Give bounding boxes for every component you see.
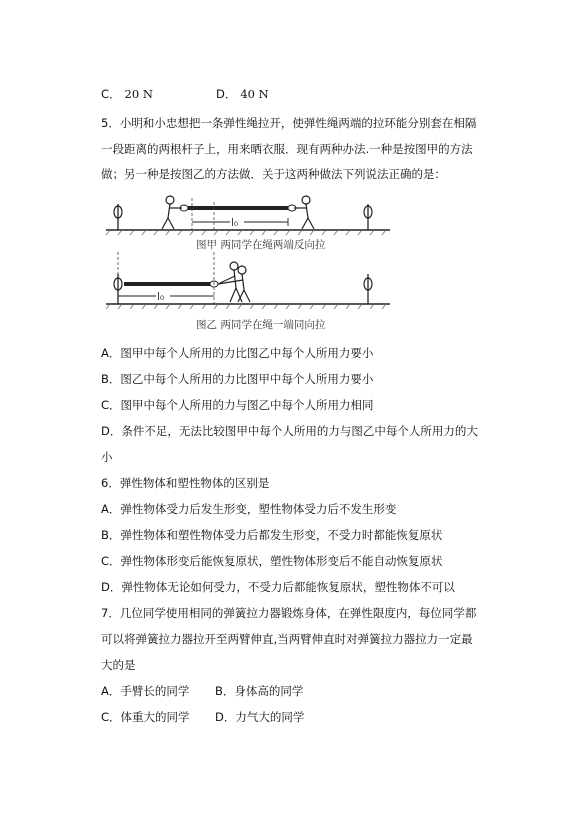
- prev-option-d: [216, 86, 269, 102]
- q7-option-b: B．身体高的同学: [215, 684, 304, 698]
- q5-option-a: A．图甲中每个人所用的力比图乙中每个人所用力要小: [101, 346, 374, 360]
- q7-option-c: C．体重大的同学: [101, 710, 190, 724]
- q6-option-b: B．弹性物体和塑性物体受力后都发生形变，不受力时都能恢复原状: [101, 528, 443, 542]
- q5-stem-line-2: 一段距离的两根杆子上，用来晒衣服．现有两种办法.一种是按图甲的方法: [101, 142, 473, 156]
- caption-bottom: 图乙 两同学在绳一端同向拉: [196, 319, 326, 331]
- q7-option-d: D．力气大的同学: [215, 710, 305, 724]
- q6-option-a: A．弹性物体受力后发生形变，塑性物体受力后不发生形变: [101, 502, 397, 516]
- persons-bottom: [218, 262, 250, 302]
- caption-top: 图甲 两同学在绳两端反向拉: [196, 239, 326, 251]
- rope-top: [188, 206, 288, 210]
- option-letter: C．: [101, 87, 121, 101]
- q5-option-c: C．图甲中每个人所用的力与图乙中每个人所用力相同: [101, 398, 374, 412]
- q5-option-d-cont: 小: [101, 450, 113, 464]
- rope-bottom: [124, 282, 210, 286]
- q6-stem: 6．弹性物体和塑性物体的区别是: [101, 476, 270, 490]
- q5-option-b: B．图乙中每个人所用的力比图甲中每个人所用力要小: [101, 372, 374, 386]
- q7-stem-line-2: 可以将弹簧拉力器拉开至两臂伸直,当两臂伸直时对弹簧拉力器拉力一定最: [101, 632, 473, 646]
- q7-stem-line-1: 7．几位同学使用相同的弹簧拉力器锻炼身体，在弹性限度内，每位同学都: [101, 606, 477, 620]
- q5-option-d: D．条件不足，无法比较图甲中每个人所用的力与图乙中每个人所用力的大: [101, 424, 478, 438]
- length-label-top: l₀: [231, 217, 239, 229]
- q6-option-c: C．弹性物体形变后能恢复原状，塑性物体形变后不能自动恢复原状: [101, 554, 443, 568]
- q7-option-a: A．手臂长的同学: [101, 684, 190, 698]
- q5-stem-line-1: 5．小明和小忠想把一条弹性绳拉开，使弹性绳两端的拉环能分别套在相隔: [101, 116, 477, 130]
- pole-right-top: [364, 204, 372, 230]
- q5-figure: [100, 192, 400, 334]
- option-value: 40 N: [240, 87, 269, 101]
- person-right-top: [294, 196, 314, 229]
- pole-right-bottom: [364, 274, 372, 304]
- q7-stem-line-3: 大的是: [101, 658, 136, 672]
- option-letter: D．: [216, 87, 237, 101]
- prev-option-c: [101, 86, 153, 102]
- person-left-top: [162, 196, 182, 229]
- q6-option-d: D．弹性物体无论如何受力，不受力后都能恢复原状，塑性物体不可以: [101, 580, 455, 594]
- q5-stem-line-3: 做；另一种是按图乙的方法做．关于这两种做法下列说法正确的是：: [101, 167, 446, 181]
- pole-left-top: [114, 204, 122, 230]
- rope-diagram: [100, 192, 400, 334]
- option-value: 20 N: [124, 87, 153, 101]
- length-label-bottom: l₀: [157, 291, 165, 303]
